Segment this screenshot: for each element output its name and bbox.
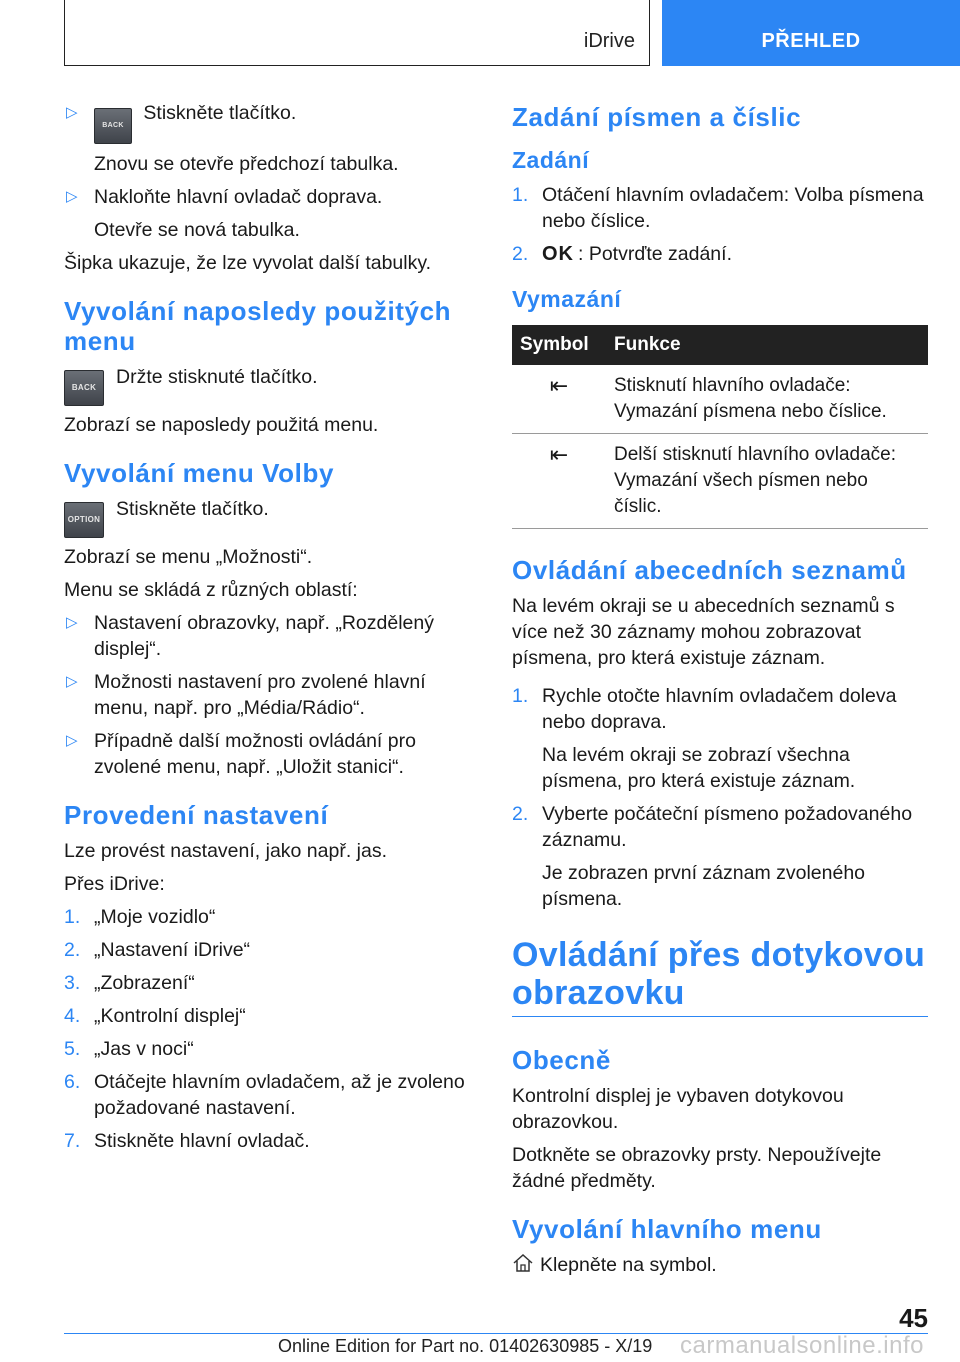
list-item: [64, 1069, 474, 1121]
triangle-bullet-icon: ▷: [66, 188, 78, 205]
triangle-bullet-icon: ▷: [66, 732, 78, 749]
bullet-text: Nakloňte hlavní ovladač doprava.: [94, 186, 383, 208]
navigation-bullets: [64, 100, 474, 243]
alpha-paragraph: Na levém okraji se u abecedních seznamů s více než 30 záznamy mohou zobrazovat písmena, pro která existuje záznam.: [512, 595, 895, 669]
header-section-box: [64, 0, 650, 66]
settings-steps: [64, 904, 474, 1154]
option-instruction-text: Stiskněte tlačítko.: [116, 498, 269, 520]
main-menu-instruction-text: Klepněte na symbol.: [540, 1254, 717, 1276]
bullet-subtext: Otevře se nová tabulka.: [94, 219, 300, 241]
settings-paragraph-1: Lze provést nastavení, jako např. jas.: [64, 840, 388, 862]
step-text: „Zobrazení“: [94, 972, 195, 994]
list-item-text: Možnosti nastavení pro zvolené hlavní menu, např. pro „Média/Rádio“.: [94, 671, 426, 719]
footer-edition: Online Edition for Part no. 01402630985 - X/19: [278, 1336, 653, 1356]
step-number: 6.: [64, 1071, 81, 1093]
main-menu-instruction: [512, 1252, 928, 1278]
step-text: „Kontrolní displej“: [94, 1005, 246, 1027]
step-number: 5.: [64, 1038, 81, 1060]
step-text: : Potvrďte zadání.: [578, 243, 732, 265]
table-header-function: Funkce: [606, 325, 928, 365]
bullet-text: Stiskněte tlačítko.: [143, 102, 297, 124]
step-number: 1.: [512, 685, 529, 707]
list-item: [512, 182, 928, 234]
option-menu-heading: Vyvolání menu Volby: [64, 458, 335, 488]
step-text: Stiskněte hlavní ovladač.: [94, 1130, 310, 1152]
right-column: [512, 100, 928, 1278]
list-item: [512, 241, 928, 267]
table-cell: Stisknutí hlavního ovladače: Vymazání písmena nebo číslice.: [606, 365, 928, 434]
step-subtext: Je zobrazen první záznam zvoleného písmena.: [542, 862, 866, 910]
general-paragraph-2: Dotkněte se obrazovky prsty. Nepoužívejte žádné předměty.: [512, 1144, 882, 1192]
entry-heading: Zadání: [512, 147, 590, 173]
list-item: [64, 970, 474, 996]
recent-menu-heading: Vyvolání naposledy použitých menu: [64, 296, 452, 356]
header-chapter-tab[interactable]: [662, 0, 960, 66]
recent-instruction: [64, 364, 474, 404]
list-item: [64, 937, 474, 963]
step-subtext: Na levém okraji se zobrazí všechna písmena, pro která existuje záznam.: [542, 744, 856, 792]
step-number: 1.: [512, 184, 529, 206]
alpha-list-heading: Ovládání abecedních seznamů: [512, 555, 907, 585]
general-paragraph-1: Kontrolní displej je vybaven dotykovou obrazovkou.: [512, 1085, 844, 1133]
step-number: 2.: [512, 803, 529, 825]
list-item-text: Případně další možnosti ovládání pro zvolené menu, např. „Uložit stanici“.: [94, 730, 416, 778]
recent-instruction-text: Držte stisknuté tlačítko.: [116, 366, 318, 388]
table-cell: Delší stisknutí hlavního ovladače: Vymazání všech písmen nebo číslic.: [606, 434, 928, 529]
option-button-icon: OPTION: [64, 502, 104, 538]
home-icon: [512, 1252, 534, 1274]
step-number: 2.: [512, 243, 529, 265]
delete-symbol-table: [512, 325, 928, 529]
triangle-bullet-icon: ▷: [66, 673, 78, 690]
list-item: [512, 683, 928, 794]
back-button-icon: BACK: [64, 370, 104, 406]
step-text: Vyberte počáteční písmeno požadovaného záznamu.: [542, 803, 913, 851]
page-number: 45: [899, 1303, 928, 1333]
arrow-note: Šipka ukazuje, že lze vyvolat další tabulky.: [64, 252, 432, 274]
option-paragraph-1: Zobrazí se menu „Možnosti“.: [64, 546, 313, 568]
ok-icon: OK: [542, 243, 574, 265]
letters-heading: Zadání písmen a číslic: [512, 102, 802, 132]
touchscreen-heading: Ovládání přes dotykovou obrazovku: [512, 936, 928, 1017]
step-number: 4.: [64, 1005, 81, 1027]
step-text: „Jas v noci“: [94, 1038, 194, 1060]
list-item: [64, 1003, 474, 1029]
step-text: „Nastavení iDrive“: [94, 939, 251, 961]
entry-steps: [512, 182, 928, 267]
option-paragraph-2: Menu se skládá z různých oblastí:: [64, 579, 358, 601]
step-text: Otáčení hlavním ovladačem: Volba písmena nebo číslice.: [542, 184, 924, 232]
header-chapter-label: PŘEHLED: [761, 30, 861, 52]
list-item: [64, 610, 474, 662]
list-item: [64, 1128, 474, 1154]
option-areas-list: [64, 610, 474, 780]
alpha-steps: [512, 683, 928, 912]
main-menu-heading: Vyvolání hlavního menu: [512, 1214, 822, 1244]
step-text: „Moje vozidlo“: [94, 906, 216, 928]
table-header-row: [512, 325, 928, 365]
bullet-subtext: Znovu se otevře předchozí tabulka.: [94, 153, 399, 175]
step-text: Rychle otočte hlavním ovladačem doleva nebo doprava.: [542, 685, 897, 733]
list-item: [64, 184, 474, 243]
triangle-bullet-icon: ▷: [66, 104, 78, 121]
back-button-icon: BACK: [94, 108, 132, 144]
step-number: 3.: [64, 972, 81, 994]
general-heading: Obecně: [512, 1045, 611, 1075]
delete-heading: Vymazání: [512, 286, 622, 312]
left-column: [64, 100, 474, 1161]
triangle-bullet-icon: ▷: [66, 614, 78, 631]
settings-heading: Provedení nastavení: [64, 800, 329, 830]
list-item: [64, 904, 474, 930]
header-section-label: iDrive: [583, 30, 635, 52]
backspace-icon: ⇤: [512, 365, 606, 434]
step-number: 1.: [64, 906, 81, 928]
option-instruction: [64, 496, 474, 536]
step-number: 2.: [64, 939, 81, 961]
step-text: Otáčejte hlavním ovladačem, až je zvoleno požadované nastavení.: [94, 1071, 465, 1119]
list-item: [512, 801, 928, 912]
settings-paragraph-2: Přes iDrive:: [64, 873, 165, 895]
watermark: carmanualsonline.info: [680, 1332, 924, 1359]
list-item-text: Nastavení obrazovky, např. „Rozdělený displej“.: [94, 612, 434, 660]
table-row: [512, 434, 928, 529]
list-item: [64, 728, 474, 780]
table-header-symbol: Symbol: [512, 325, 606, 365]
step-number: 7.: [64, 1130, 81, 1152]
list-item: [64, 669, 474, 721]
recent-result: Zobrazí se naposledy použitá menu.: [64, 414, 379, 436]
list-item: [64, 1036, 474, 1062]
backspace-icon: ⇤: [512, 434, 606, 529]
page-header: [0, 0, 960, 66]
list-item: [64, 100, 474, 177]
table-row: [512, 365, 928, 434]
